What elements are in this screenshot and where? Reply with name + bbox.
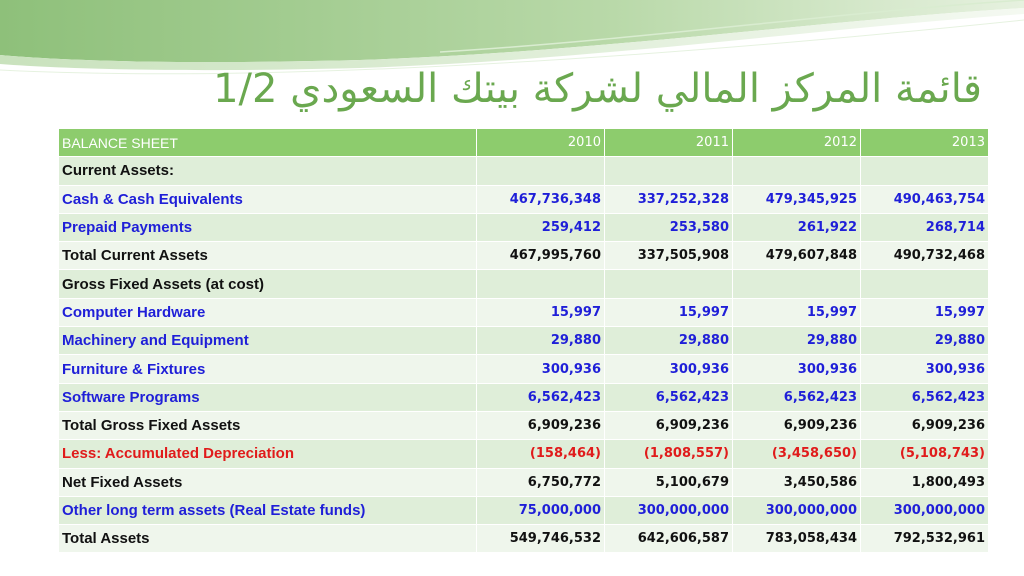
- row-value: 75,000,000: [477, 496, 605, 524]
- row-label: Other long term assets (Real Estate funds): [59, 496, 477, 524]
- row-value: 300,936: [861, 355, 989, 383]
- row-value: 490,463,754: [861, 185, 989, 213]
- row-value: 3,450,586: [733, 468, 861, 496]
- row-value: 300,000,000: [733, 496, 861, 524]
- row-label: Machinery and Equipment: [59, 327, 477, 355]
- header-label: BALANCE SHEET: [59, 129, 477, 157]
- row-value: 479,345,925: [733, 185, 861, 213]
- table-row: [59, 468, 989, 496]
- row-label: Cash & Cash Equivalents: [59, 185, 477, 213]
- table-row: [59, 298, 989, 326]
- row-value: 337,252,328: [605, 185, 733, 213]
- row-value: 15,997: [477, 298, 605, 326]
- row-label: Prepaid Payments: [59, 213, 477, 241]
- row-value: [861, 270, 989, 298]
- row-value: 1,800,493: [861, 468, 989, 496]
- row-value: 6,562,423: [605, 383, 733, 411]
- row-value: 261,922: [733, 213, 861, 241]
- row-value: 467,736,348: [477, 185, 605, 213]
- row-value: 29,880: [733, 327, 861, 355]
- table-row: [59, 496, 989, 524]
- row-value: 6,909,236: [477, 411, 605, 439]
- row-value: 6,909,236: [605, 411, 733, 439]
- row-label: Current Assets:: [59, 157, 477, 185]
- table-row: [59, 270, 989, 298]
- row-value: 15,997: [733, 298, 861, 326]
- row-value: (158,464): [477, 440, 605, 468]
- row-label: Software Programs: [59, 383, 477, 411]
- row-value: (5,108,743): [861, 440, 989, 468]
- header-year: 2010: [477, 129, 605, 157]
- row-value: 259,412: [477, 213, 605, 241]
- table-row: [59, 355, 989, 383]
- row-value: 6,562,423: [861, 383, 989, 411]
- header-year: 2012: [733, 129, 861, 157]
- row-value: 300,936: [733, 355, 861, 383]
- row-label: Less: Accumulated Depreciation: [59, 440, 477, 468]
- row-value: 15,997: [861, 298, 989, 326]
- row-value: [733, 270, 861, 298]
- row-value: [605, 157, 733, 185]
- row-value: 479,607,848: [733, 242, 861, 270]
- row-value: 490,732,468: [861, 242, 989, 270]
- row-label: Furniture & Fixtures: [59, 355, 477, 383]
- row-value: 253,580: [605, 213, 733, 241]
- row-label: Total Gross Fixed Assets: [59, 411, 477, 439]
- row-value: 467,995,760: [477, 242, 605, 270]
- header-year: 2013: [861, 129, 989, 157]
- balance-sheet-table: [58, 128, 989, 553]
- row-value: 642,606,587: [605, 525, 733, 553]
- table-row: [59, 525, 989, 553]
- row-value: (3,458,650): [733, 440, 861, 468]
- table-header-row: [59, 129, 989, 157]
- row-label: Computer Hardware: [59, 298, 477, 326]
- row-value: 300,000,000: [605, 496, 733, 524]
- row-label: Total Assets: [59, 525, 477, 553]
- header-year: 2011: [605, 129, 733, 157]
- row-value: [477, 157, 605, 185]
- row-value: (1,808,557): [605, 440, 733, 468]
- row-value: 6,909,236: [861, 411, 989, 439]
- table-row: [59, 411, 989, 439]
- row-value: [733, 157, 861, 185]
- row-value: [861, 157, 989, 185]
- row-value: 783,058,434: [733, 525, 861, 553]
- row-value: 29,880: [477, 327, 605, 355]
- row-value: 300,936: [605, 355, 733, 383]
- table-row: [59, 242, 989, 270]
- row-value: 15,997: [605, 298, 733, 326]
- row-value: 29,880: [605, 327, 733, 355]
- row-value: [477, 270, 605, 298]
- table-row: [59, 383, 989, 411]
- row-label: Total Current Assets: [59, 242, 477, 270]
- row-value: 268,714: [861, 213, 989, 241]
- row-value: 29,880: [861, 327, 989, 355]
- row-label: Net Fixed Assets: [59, 468, 477, 496]
- row-value: 6,562,423: [477, 383, 605, 411]
- row-value: 337,505,908: [605, 242, 733, 270]
- row-value: 300,000,000: [861, 496, 989, 524]
- row-value: 5,100,679: [605, 468, 733, 496]
- table-row: [59, 157, 989, 185]
- table-row: [59, 185, 989, 213]
- row-value: 6,562,423: [733, 383, 861, 411]
- page-title: قائمة المركز المالي لشركة بيتك السعودي 1/2: [213, 66, 982, 112]
- row-value: [605, 270, 733, 298]
- row-value: 6,750,772: [477, 468, 605, 496]
- row-value: 549,746,532: [477, 525, 605, 553]
- table-row: [59, 440, 989, 468]
- table-row: [59, 213, 989, 241]
- table-row: [59, 327, 989, 355]
- row-value: 792,532,961: [861, 525, 989, 553]
- row-value: 6,909,236: [733, 411, 861, 439]
- row-label: Gross Fixed Assets (at cost): [59, 270, 477, 298]
- row-value: 300,936: [477, 355, 605, 383]
